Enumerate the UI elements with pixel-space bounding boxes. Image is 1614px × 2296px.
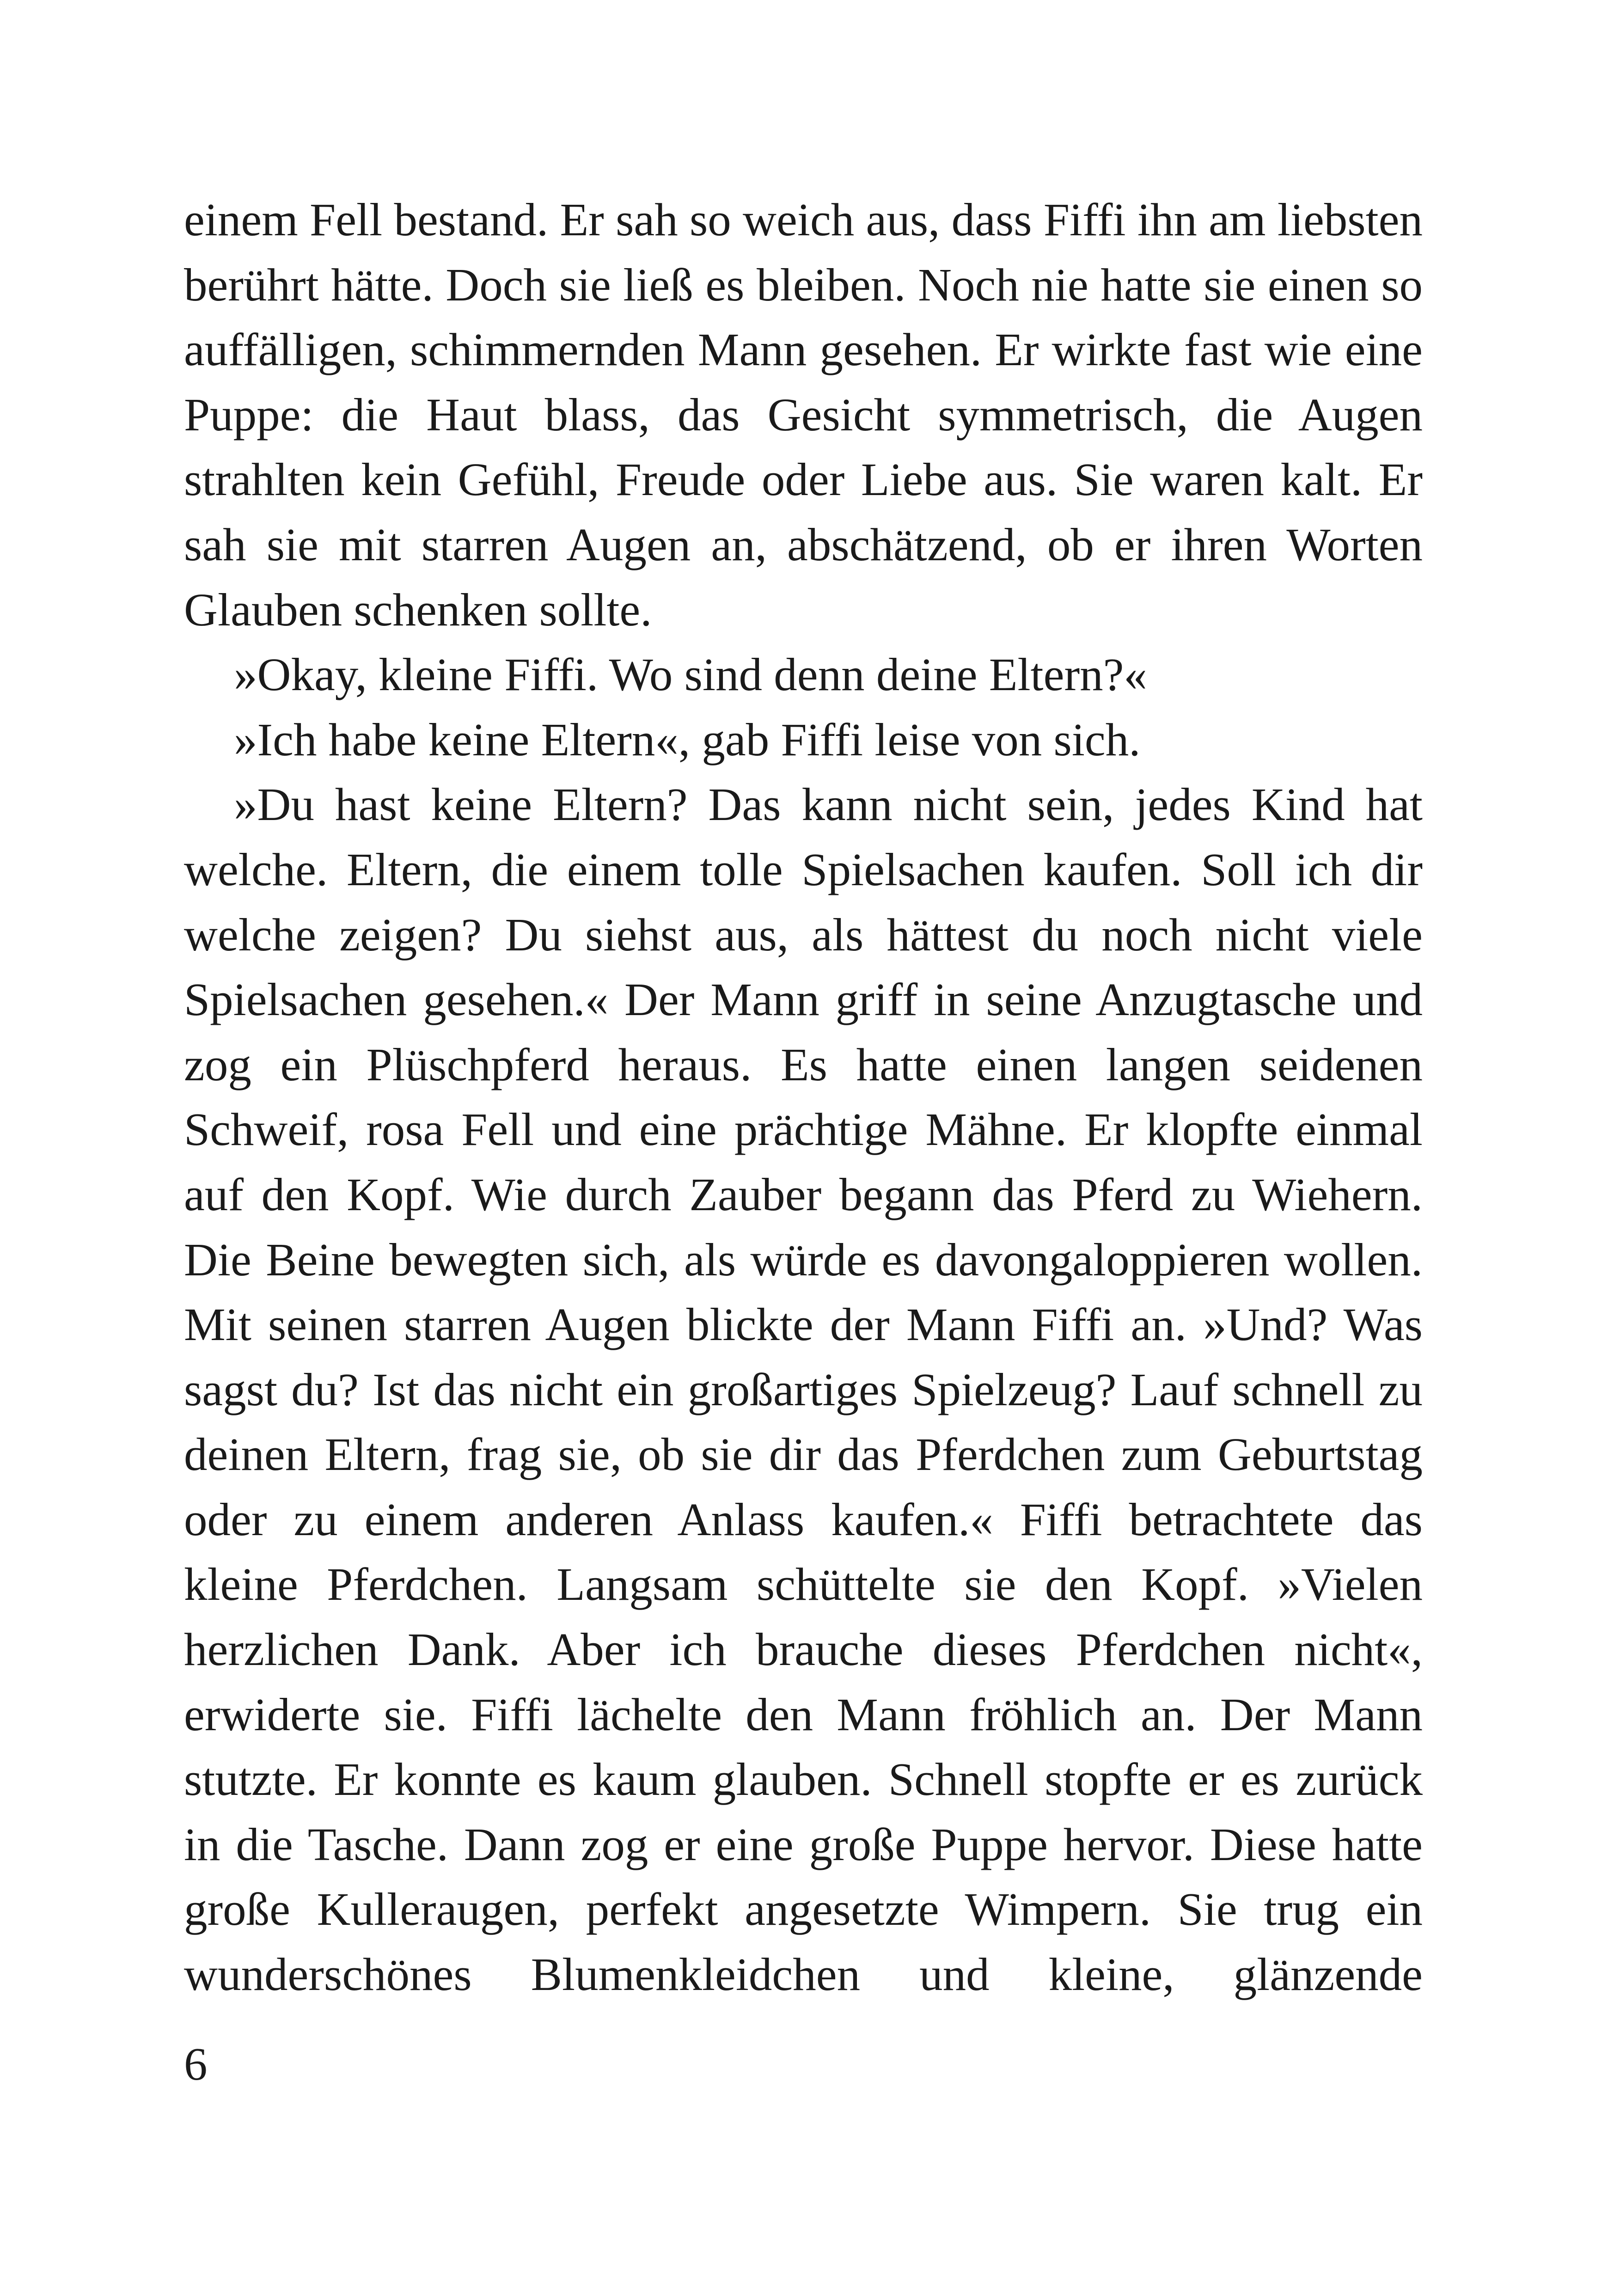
paragraph-toys: »Du hast keine Eltern? Das kann nicht sein, jedes Kind hat welche. Eltern, die einem tolle Spielsachen kaufen. Soll ich dir welche zeigen? Du siehst aus, als hättest du noch nicht viele Spielsachen gesehen.« Der Mann griff in seine Anzugtasche und zog ein Plüschpferd heraus. Es hatte einen langen seidenen Schweif, rosa Fell und eine prächtige Mähne. Er klopfte einmal auf den Kopf. Wie durch Zauber begann das Pferd zu Wiehern. Die Beine bewegten sich, als würde es davongaloppieren wollen. Mit seinen starren Augen blickte der Mann Fiffi an. »Und? Was sagst du? Ist das nicht ein großartiges Spielzeug? Lauf schnell zu deinen Eltern, frag sie, ob sie dir das Pferdchen zum Geburtstag oder zu einem anderen Anlass kaufen.« Fiffi betrachtete das kleine Pferdchen. Langsam schüttelte sie den Kopf. »Vielen herzlichen Dank. Aber ich brauche dieses Pferdchen nicht«, erwiderte sie. Fiffi lächelte den Mann fröhlich an. Der Mann stutzte. Er konnte es kaum glauben. Schnell stopfte er es zurück in die Tasche. Dann zog er eine große Puppe hervor. Diese hatte große Kulleraugen, perfekt angesetzte Wimpern. Sie trug ein wunderschönes Blumenkleidchen und kleine, glänzende bbox=[184, 778, 1423, 2001]
page-number: 6 bbox=[184, 2038, 208, 2090]
paragraph-dialogue-okay: »Okay, kleine Fiffi. Wo sind denn deine Eltern?« bbox=[234, 649, 1147, 701]
paragraph-dialogue-no-parents: »Ich habe keine Eltern«, gab Fiffi leise von sich. bbox=[234, 713, 1141, 765]
paragraph-continuation: einem Fell bestand. Er sah so weich aus, dass Fiffi ihn am liebsten berührt hätte. Doch sie ließ es bleiben. Noch nie hatte sie einen so auffälligen, schimmernden Mann gesehen. Er wirkte fast wie eine Puppe: die Haut blass, das Gesicht symmetrisch, die Augen strahlten kein Gefühl, Freude oder Liebe aus. Sie waren kalt. Er sah sie mit starren Augen an, abschätzend, ob er ihren Worten Glauben schenken sollte. bbox=[184, 194, 1423, 636]
body-text bbox=[184, 187, 1423, 2007]
